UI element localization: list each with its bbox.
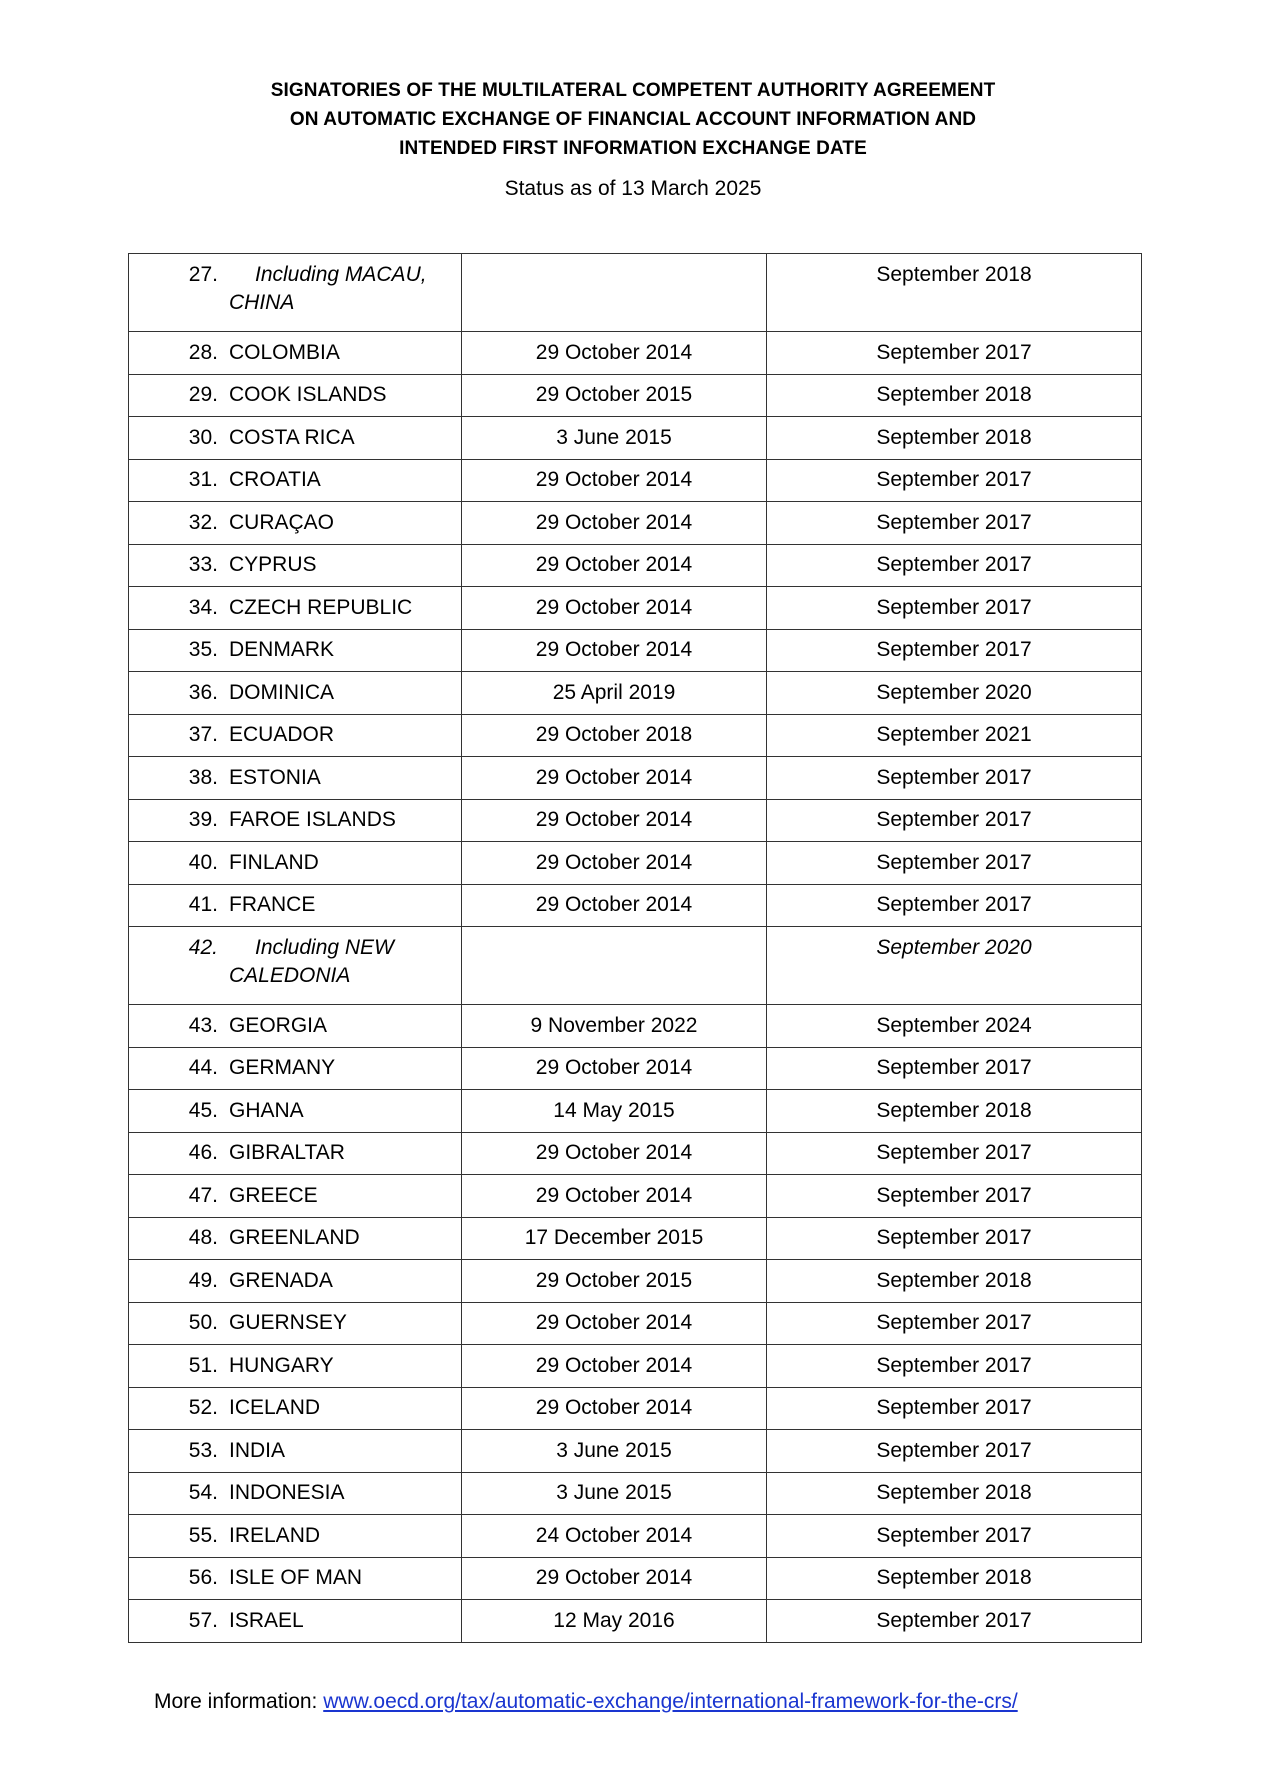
signature-date-cell: 29 October 2014: [462, 629, 767, 672]
table-row: [129, 672, 1142, 715]
table-row: [129, 1345, 1142, 1388]
signature-date-cell: 29 October 2014: [462, 1132, 767, 1175]
exchange-date-cell: September 2018: [767, 374, 1142, 417]
title-line-2: ON AUTOMATIC EXCHANGE OF FINANCIAL ACCOUNT INFORMATION AND: [289, 109, 977, 130]
signature-date-cell: 29 October 2014: [462, 459, 767, 502]
country-name: ISLE OF MAN: [229, 1566, 363, 1590]
signature-date-cell: 17 December 2015: [462, 1217, 767, 1260]
row-number: 37.: [188, 723, 218, 747]
signature-date-cell: 29 October 2014: [462, 1175, 767, 1218]
table-row: [129, 1600, 1142, 1643]
table-row: [129, 374, 1142, 417]
signature-date-cell: 3 June 2015: [462, 1472, 767, 1515]
row-number: 51.: [188, 1353, 218, 1377]
exchange-date-cell: September 2018: [767, 1557, 1142, 1600]
exchange-date-cell: September 2021: [767, 714, 1142, 757]
exchange-date-cell: September 2020: [767, 672, 1142, 715]
row-number: 30.: [188, 425, 218, 449]
row-number: 40.: [188, 850, 218, 874]
signature-date-cell: 3 June 2015: [462, 417, 767, 460]
table-row: [129, 1132, 1142, 1175]
exchange-date-cell: September 2017: [767, 332, 1142, 375]
table-body: [129, 254, 1142, 1643]
signature-date-cell: 25 April 2019: [462, 672, 767, 715]
row-number: 48.: [188, 1226, 218, 1250]
country-cell: [129, 587, 462, 630]
exchange-date-cell: September 2017: [767, 502, 1142, 545]
table-row: [129, 544, 1142, 587]
country-name: IRELAND: [229, 1523, 321, 1547]
country-cell: [129, 417, 462, 460]
table-row: [129, 1047, 1142, 1090]
row-number: 56.: [188, 1566, 218, 1590]
row-number: 44.: [188, 1056, 218, 1080]
signature-date-cell: 29 October 2014: [462, 1557, 767, 1600]
signature-date-cell: 14 May 2015: [462, 1090, 767, 1133]
exchange-date-cell: September 2017: [767, 1430, 1142, 1473]
country-cell: [129, 1132, 462, 1175]
footer: [154, 1688, 1018, 1716]
country-cell: [129, 1345, 462, 1388]
country-name: COSTA RICA: [229, 425, 355, 449]
exchange-date-cell: September 2018: [767, 254, 1142, 332]
exchange-date-cell: September 2020: [767, 927, 1142, 1005]
country-name: INDONESIA: [229, 1481, 345, 1505]
country-cell: [129, 757, 462, 800]
country-name: GEORGIA: [229, 1013, 328, 1037]
country-name: FINLAND: [229, 850, 319, 874]
table-row: [129, 1430, 1142, 1473]
row-number: 52.: [188, 1396, 218, 1420]
signature-date-cell: 29 October 2014: [462, 1047, 767, 1090]
country-cell: [129, 1090, 462, 1133]
exchange-date-cell: September 2017: [767, 1132, 1142, 1175]
country-name: CZECH REPUBLIC: [229, 595, 413, 619]
signature-date-cell: [462, 927, 767, 1005]
country-name-line2: CHINA: [229, 291, 295, 314]
signature-date-cell: 29 October 2014: [462, 1345, 767, 1388]
exchange-date-cell: September 2017: [767, 629, 1142, 672]
signature-date-cell: 29 October 2014: [462, 1387, 767, 1430]
country-cell: [129, 714, 462, 757]
exchange-date-cell: September 2017: [767, 544, 1142, 587]
row-number: 57.: [188, 1608, 218, 1632]
row-number: 39.: [188, 808, 218, 832]
country-cell: [129, 927, 462, 1005]
signature-date-cell: 29 October 2014: [462, 544, 767, 587]
exchange-date-cell: September 2017: [767, 1217, 1142, 1260]
row-number: 42.: [188, 936, 218, 959]
title-line-1: SIGNATORIES OF THE MULTILATERAL COMPETENT AUTHORITY AGREEMENT: [270, 80, 996, 101]
table-row: [129, 1302, 1142, 1345]
signature-date-cell: 29 October 2014: [462, 502, 767, 545]
exchange-date-cell: September 2017: [767, 1515, 1142, 1558]
country-name: CROATIA: [229, 468, 321, 492]
country-name-line2: CALEDONIA: [229, 964, 351, 987]
country-cell: [129, 629, 462, 672]
signature-date-cell: [462, 254, 767, 332]
signature-date-cell: 29 October 2014: [462, 757, 767, 800]
table-row: [129, 417, 1142, 460]
country-cell: [129, 1600, 462, 1643]
country-name: GIBRALTAR: [229, 1141, 345, 1165]
country-name-line1: Including MACAU,: [255, 263, 427, 286]
title-line-3: INTENDED FIRST INFORMATION EXCHANGE DATE: [399, 138, 867, 159]
signature-date-cell: 9 November 2022: [462, 1005, 767, 1048]
exchange-date-cell: September 2017: [767, 1175, 1142, 1218]
row-number: 43.: [188, 1013, 218, 1037]
table-row: [129, 1515, 1142, 1558]
row-number: 53.: [188, 1438, 218, 1462]
table-row: [129, 587, 1142, 630]
signature-date-cell: 29 October 2014: [462, 587, 767, 630]
country-name-line1: Including NEW: [255, 936, 394, 959]
country-cell: [129, 1472, 462, 1515]
exchange-date-cell: September 2017: [767, 799, 1142, 842]
exchange-date-cell: September 2018: [767, 417, 1142, 460]
country-cell: [129, 1047, 462, 1090]
exchange-date-cell: September 2017: [767, 842, 1142, 885]
country-name: GUERNSEY: [229, 1311, 347, 1335]
country-cell: [129, 502, 462, 545]
table-row: [129, 757, 1142, 800]
country-name: ECUADOR: [229, 723, 335, 747]
country-cell: [129, 1302, 462, 1345]
row-number: 54.: [188, 1481, 218, 1505]
row-number: 35.: [188, 638, 218, 662]
signature-date-cell: 29 October 2014: [462, 799, 767, 842]
table-row: [129, 799, 1142, 842]
row-number: 49.: [188, 1268, 218, 1292]
country-name: GREENLAND: [229, 1226, 360, 1250]
country-cell: [129, 1175, 462, 1218]
table-row: [129, 714, 1142, 757]
signature-date-cell: 29 October 2018: [462, 714, 767, 757]
country-name: DOMINICA: [229, 680, 334, 704]
country-cell: [129, 1005, 462, 1048]
country-cell: [129, 799, 462, 842]
exchange-date-cell: September 2017: [767, 587, 1142, 630]
country-name: GERMANY: [229, 1056, 336, 1080]
table-row: [129, 1260, 1142, 1303]
table-row: [129, 1175, 1142, 1218]
document-header: [0, 76, 1266, 203]
status-date: Status as of 13 March 2025: [504, 177, 762, 200]
signature-date-cell: 29 October 2014: [462, 332, 767, 375]
country-name: INDIA: [229, 1438, 286, 1462]
country-name: DENMARK: [229, 638, 335, 662]
country-name: ESTONIA: [229, 765, 321, 789]
footer-label: More information:: [154, 1690, 324, 1713]
signature-date-cell: 3 June 2015: [462, 1430, 767, 1473]
country-name: FRANCE: [229, 893, 316, 917]
exchange-date-cell: September 2017: [767, 757, 1142, 800]
row-number: 50.: [188, 1311, 218, 1335]
row-number: 27.: [188, 263, 218, 286]
country-name: COLOMBIA: [229, 340, 340, 364]
table-row: [129, 332, 1142, 375]
country-cell: [129, 1387, 462, 1430]
country-name: FAROE ISLANDS: [229, 808, 396, 832]
row-number: 31.: [188, 468, 218, 492]
country-cell: [129, 842, 462, 885]
row-number: 46.: [188, 1141, 218, 1165]
country-cell: [129, 544, 462, 587]
row-number: 38.: [188, 765, 218, 789]
table-row: [129, 1005, 1142, 1048]
country-cell: [129, 1260, 462, 1303]
row-number: 36.: [188, 680, 218, 704]
country-cell: [129, 1557, 462, 1600]
country-cell: [129, 374, 462, 417]
country-cell: [129, 1515, 462, 1558]
country-name: GHANA: [229, 1098, 304, 1122]
country-name: GREECE: [229, 1183, 318, 1207]
table-row: [129, 502, 1142, 545]
row-number: 28.: [188, 340, 218, 364]
row-number: 33.: [188, 553, 218, 577]
table-row: [129, 842, 1142, 885]
signature-date-cell: 29 October 2015: [462, 374, 767, 417]
footer-link[interactable]: www.oecd.org/tax/automatic-exchange/international-framework-for-the-crs/: [323, 1690, 1018, 1713]
country-name: COOK ISLANDS: [229, 383, 387, 407]
table-row: [129, 254, 1142, 332]
country-name: CURAÇAO: [229, 510, 335, 534]
row-number: 34.: [188, 595, 218, 619]
row-number: 55.: [188, 1523, 218, 1547]
country-cell: [129, 1217, 462, 1260]
exchange-date-cell: September 2018: [767, 1090, 1142, 1133]
table-row: [129, 884, 1142, 927]
signature-date-cell: 29 October 2014: [462, 884, 767, 927]
table-row: [129, 629, 1142, 672]
country-name: CYPRUS: [229, 553, 317, 577]
signature-date-cell: 29 October 2014: [462, 842, 767, 885]
signature-date-cell: 29 October 2015: [462, 1260, 767, 1303]
country-name: HUNGARY: [229, 1353, 334, 1377]
exchange-date-cell: September 2017: [767, 884, 1142, 927]
row-number: 41.: [188, 893, 218, 917]
country-cell: [129, 254, 462, 332]
signature-date-cell: 29 October 2014: [462, 1302, 767, 1345]
signatories-table: [128, 253, 1142, 1643]
row-number: 29.: [188, 383, 218, 407]
country-cell: [129, 1430, 462, 1473]
exchange-date-cell: September 2017: [767, 1047, 1142, 1090]
table-row: [129, 1472, 1142, 1515]
country-name: ICELAND: [229, 1396, 321, 1420]
exchange-date-cell: September 2017: [767, 459, 1142, 502]
table-row: [129, 459, 1142, 502]
country-cell: [129, 332, 462, 375]
exchange-date-cell: September 2017: [767, 1387, 1142, 1430]
exchange-date-cell: September 2018: [767, 1472, 1142, 1515]
country-cell: [129, 672, 462, 715]
row-number: 47.: [188, 1183, 218, 1207]
country-name: ISRAEL: [229, 1608, 304, 1632]
exchange-date-cell: September 2017: [767, 1302, 1142, 1345]
table-row: [129, 927, 1142, 1005]
row-number: 32.: [188, 510, 218, 534]
table-row: [129, 1090, 1142, 1133]
exchange-date-cell: September 2024: [767, 1005, 1142, 1048]
exchange-date-cell: September 2017: [767, 1600, 1142, 1643]
country-cell: [129, 459, 462, 502]
table-row: [129, 1557, 1142, 1600]
row-number: 45.: [188, 1098, 218, 1122]
country-cell: [129, 884, 462, 927]
table-row: [129, 1217, 1142, 1260]
exchange-date-cell: September 2018: [767, 1260, 1142, 1303]
signature-date-cell: 24 October 2014: [462, 1515, 767, 1558]
signature-date-cell: 12 May 2016: [462, 1600, 767, 1643]
exchange-date-cell: September 2017: [767, 1345, 1142, 1388]
table-row: [129, 1387, 1142, 1430]
country-name: GRENADA: [229, 1268, 333, 1292]
